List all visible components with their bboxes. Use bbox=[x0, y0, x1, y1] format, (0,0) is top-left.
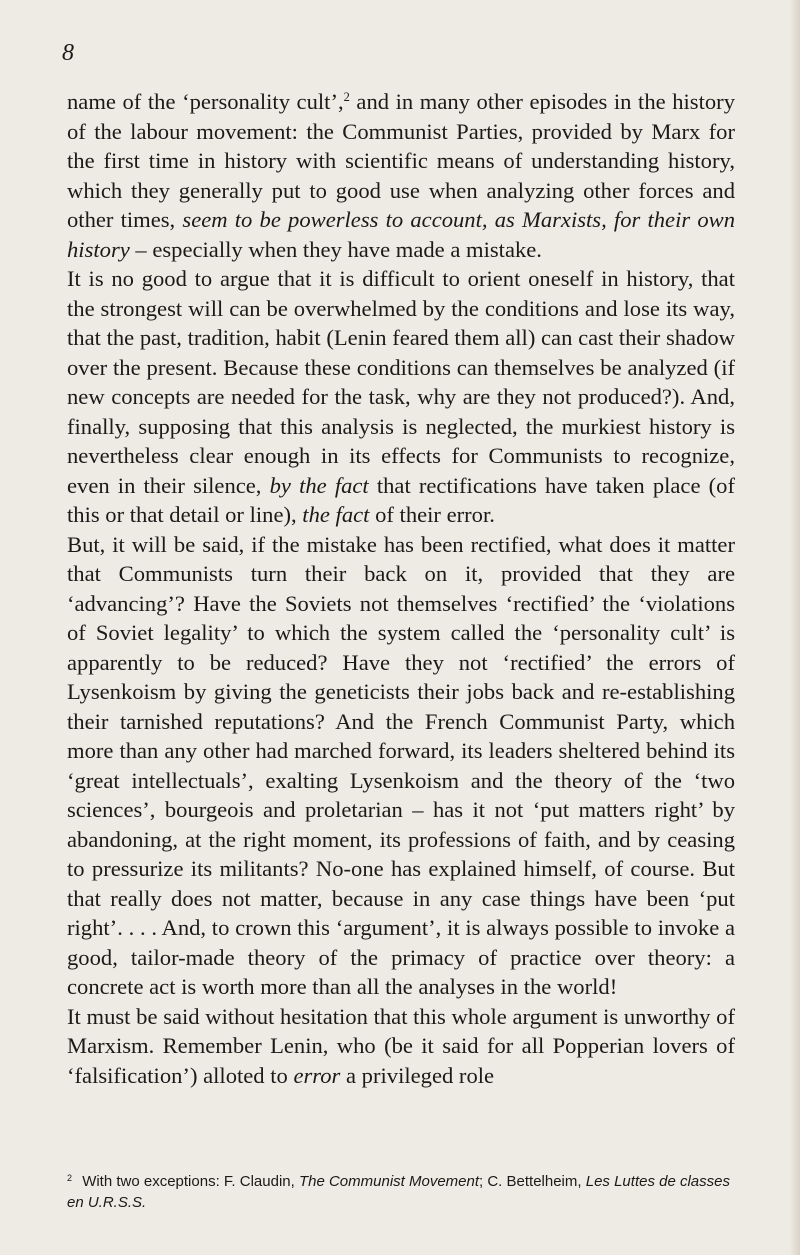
text-run: With two exceptions: F. Claudin, bbox=[82, 1173, 299, 1190]
italic-text: The Communist Movement bbox=[298, 1173, 480, 1190]
body-text bbox=[67, 87, 735, 1090]
text-run: But, it will be said, if the mistake has been rectified, what does it matter that Communists turn their back on it, provided that they are ‘advancing’? Have the Soviets not themselves ‘rectified’ the ‘violations of Soviet legality’ to which the system called the ‘personality cult’ is apparently to be reduced? Have they not ‘rectified’ the errors of Lysenkoism by giving the geneticists their jobs back and re-establishing their tarnished reputations? And the French Communist Party, which more than any other had marched forward, its leaders sheltered behind its ‘great intellectuals’, exalting Lysenkoism and the theory of the ‘two sciences’, bourgeois and proletarian – has it not ‘put matters right’ by abandoning, at the right moment, its professions of faith, and by ceasing to pressurize its militants? No-one has explained himself, of course. But that really does not matter, because in any case things have been ‘put right’. . . . And, to crown this ‘argument’, it is always possible to invoke a good, tailor-made theory of the primacy of practice over theory: a concrete act is worth more than all the analyses in the world! bbox=[67, 531, 735, 999]
italic-text: seem to be powerless to account, as Marxists, for their own history bbox=[67, 207, 735, 262]
italic-text: the fact bbox=[302, 502, 370, 527]
italic-text: error bbox=[293, 1062, 341, 1088]
text-run: It is no good to argue that it is difficult to orient oneself in history, that the strongest will can be overwhelmed by the conditions and lose its way, that the past, tradition, habit (Lenin feared them all) can cast their shadow over the present. Because these conditions can themselves be analyzed (if new concepts are needed for the task, why are they not produced?). And, finally, supposing that this analysis is neglected, the murkiest history is nevertheless clear enough in its effects for Communists to recognize, even in their silence, bbox=[67, 266, 735, 498]
footnote-reference: 2 bbox=[343, 89, 350, 104]
text-run: It must be said without hesitation that this whole argument is unworthy of Marxism. Remember Lenin, who (be it said for all Popperian lovers of ‘falsification’) alloted to bbox=[67, 1003, 735, 1088]
paragraph bbox=[67, 1002, 735, 1091]
page-edge-shadow bbox=[790, 0, 800, 1255]
text-run: – especially when they have made a mistake. bbox=[129, 236, 542, 262]
italic-text: Les Luttes de classes en U.R.S.S. bbox=[67, 1173, 730, 1211]
paragraph bbox=[67, 264, 735, 530]
text-run: of their error. bbox=[369, 502, 495, 527]
text-run: and in many other episodes in the history of the labour movement: the Communist Parties, provided by Marx for the first time in history with scientific means of understanding history, which they generally put to good use when analyzing other forces and other times, bbox=[67, 89, 735, 232]
text-run: that rectifications have taken place (of this or that detail or line), bbox=[67, 472, 735, 527]
text-run: ; C. Bettelheim, bbox=[479, 1173, 586, 1190]
text-run: name of the ‘personality cult’, bbox=[67, 89, 344, 114]
text-run: a privileged role bbox=[340, 1062, 495, 1088]
footnote-marker: 2 bbox=[67, 1173, 73, 1183]
paragraph bbox=[67, 530, 735, 1002]
page-number: 8 bbox=[62, 40, 74, 66]
italic-text: by the fact bbox=[269, 472, 369, 498]
footnote bbox=[67, 1168, 735, 1213]
paragraph bbox=[67, 87, 735, 264]
